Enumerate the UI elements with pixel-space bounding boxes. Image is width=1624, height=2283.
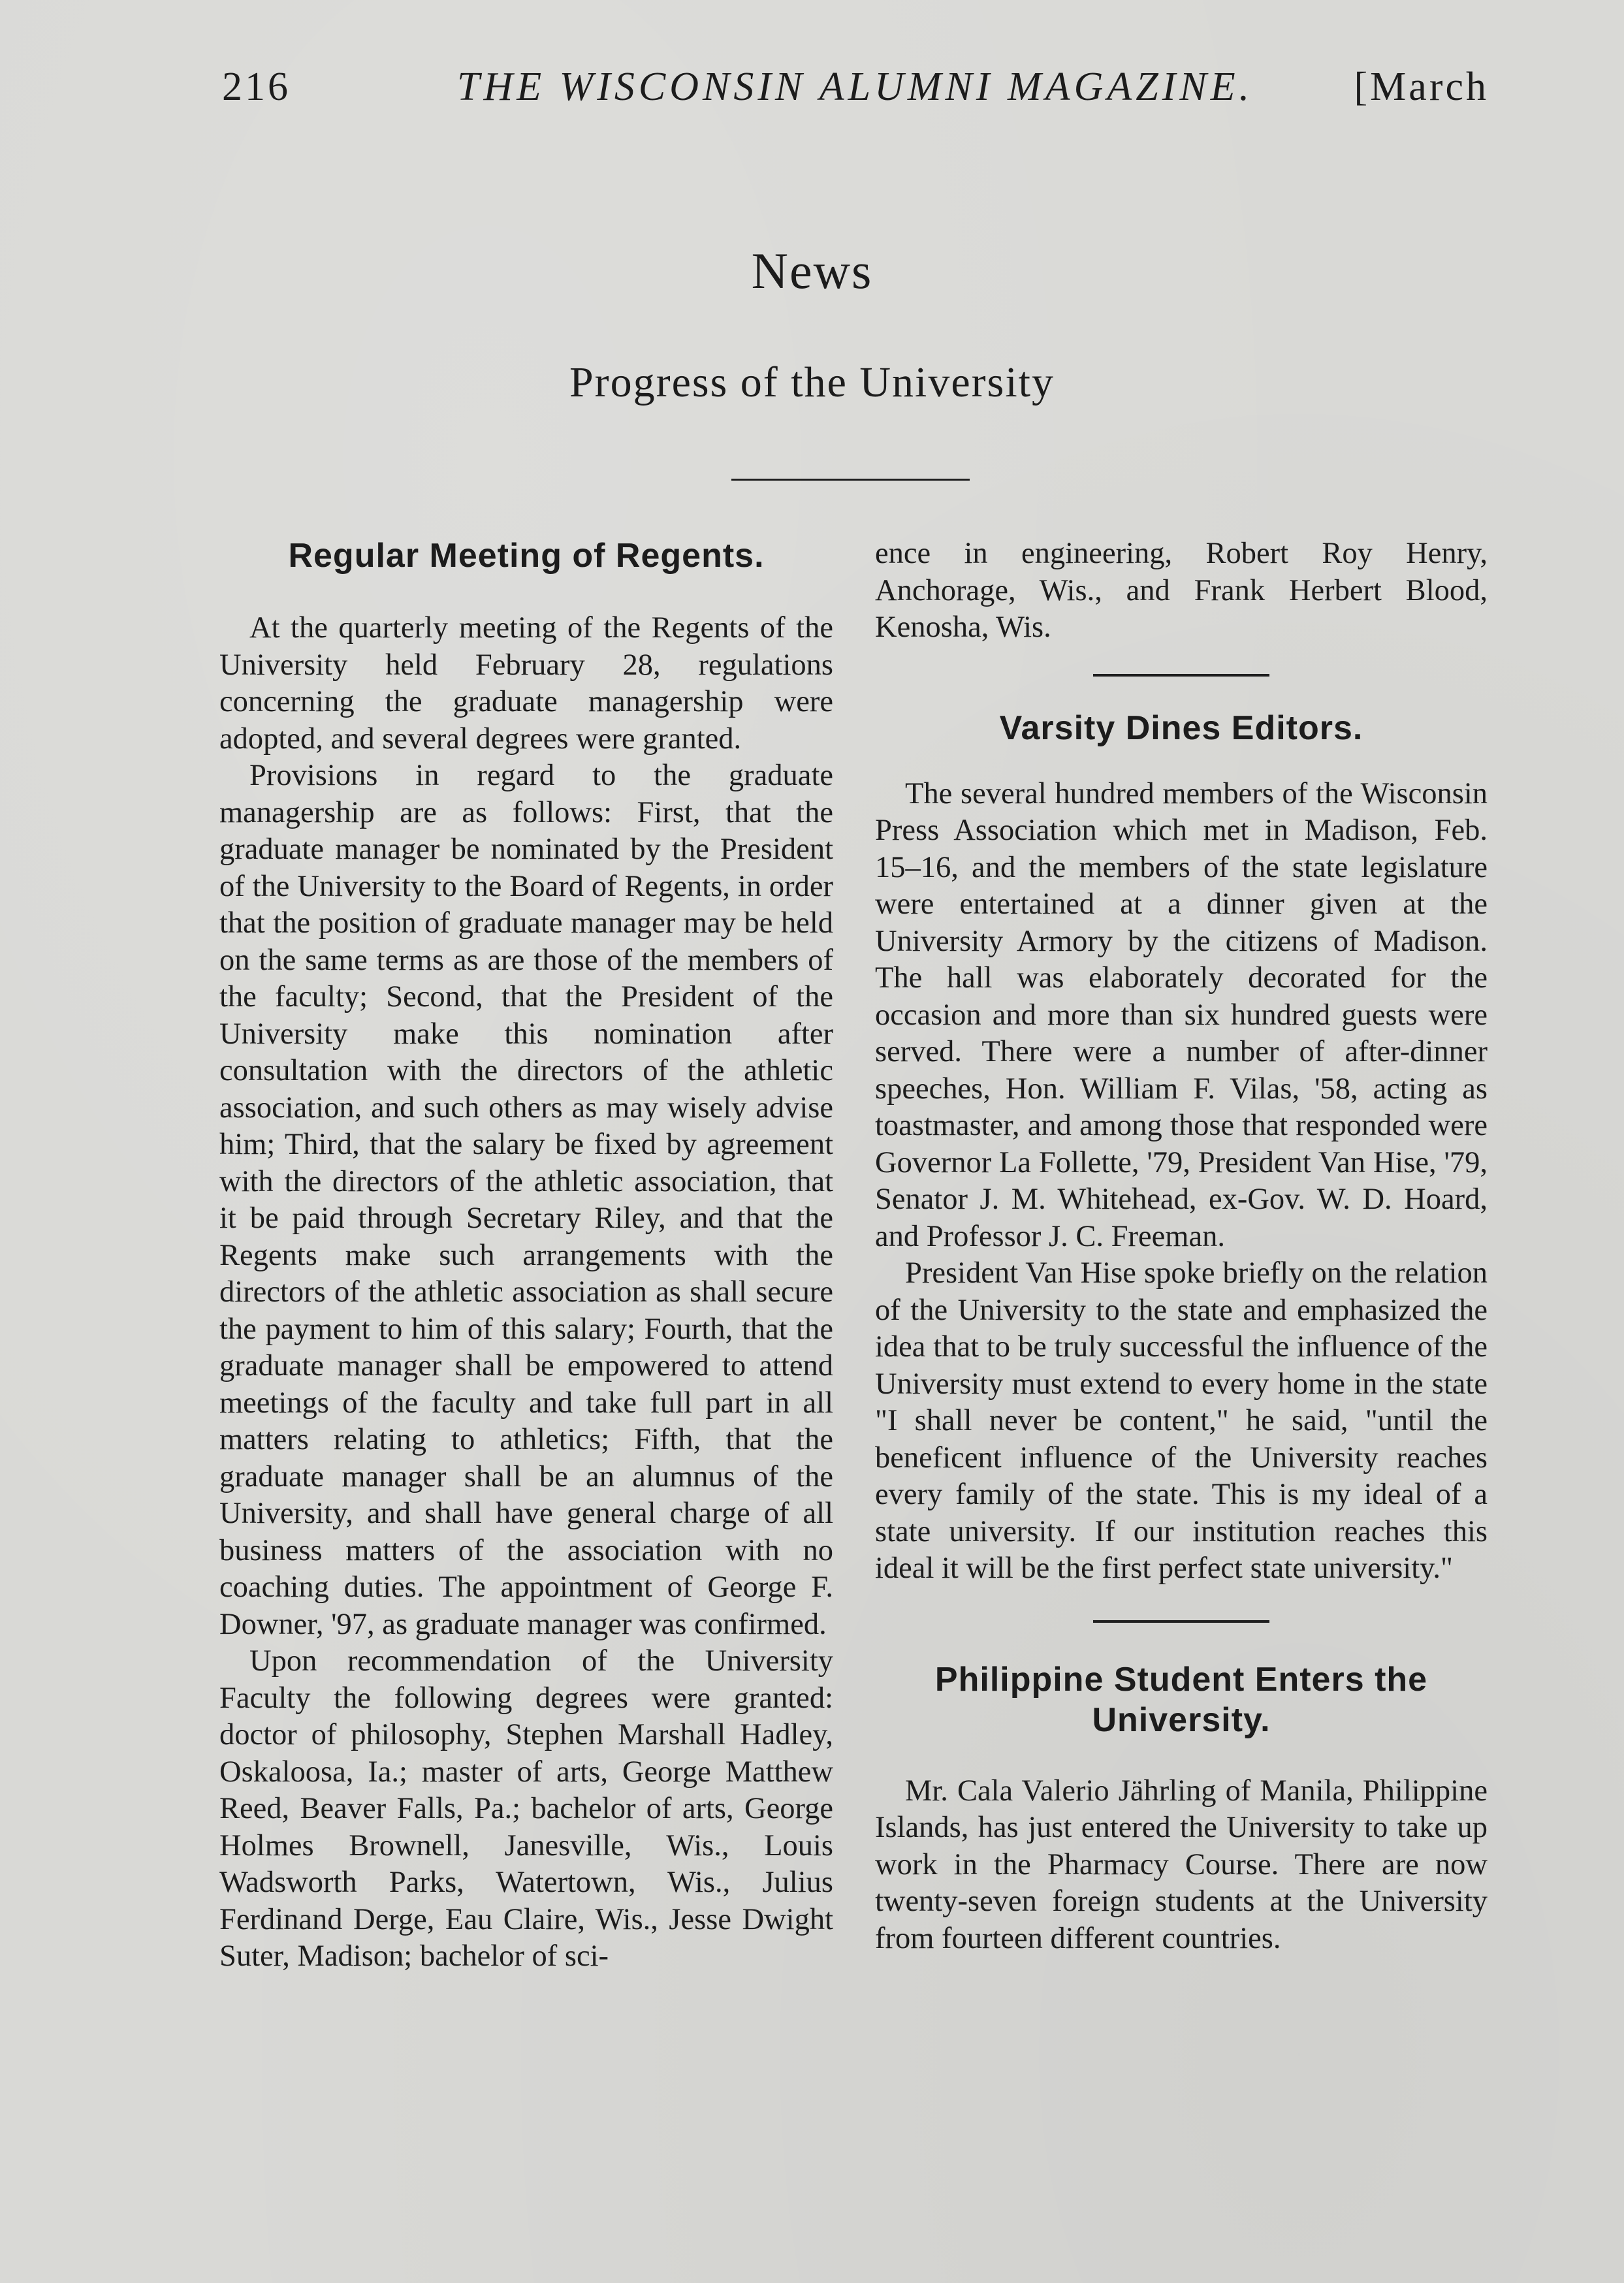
editors-paragraph-2: President Van Hise spoke briefly on the relation of the University to the state and emphasized the idea that to be truly successful the influence of the University must extend to every home in the state "I shall never be content," he said, "until the beneficent influence of the University reaches every family of the state. This is my ideal of a state university. If our institution reaches this ideal it will be the first perfect state university.": [875, 1256, 1488, 1585]
regents-heading: Regular Meeting of Regents.: [288, 537, 765, 575]
article-divider: [1093, 674, 1269, 677]
editors-heading: Varsity Dines Editors.: [999, 709, 1363, 747]
right-column: [875, 535, 1488, 1957]
issue-month: [March: [1354, 65, 1489, 109]
regents-paragraph-1: At the quarterly meeting of the Regents of the University held February 28, regulations concerning the graduate managership were adopted, and several degrees were granted.: [219, 611, 833, 756]
section-title: News: [751, 242, 873, 299]
philippine-heading: Philippine Student Enters the University.: [934, 1660, 1428, 1739]
title-divider: [731, 479, 970, 481]
page-number: 216: [222, 65, 291, 109]
regents-paragraph-3: Upon recommendation of the University Faculty the following degrees were granted: doctor of philosophy, Stephen Marshall Hadley, Oskaloosa, Ia.; master of arts, George Matthew Reed, Beaver Falls, Pa.; bachelor of arts, George Holmes Brownell, Janesville, Wis., Louis Wadsworth Parks, Watertown, Wis., Julius Ferdinand Derge, Eau Claire, Wis., Jesse Dwight Suter, Madison; bachelor of sci-: [219, 1644, 833, 1973]
regents-paragraph-2: Provisions in regard to the graduate managership are as follows: First, that the graduate manager be nominated by the President of the University to the Board of Regents, in order that the position of graduate manager may be held on the same terms as are those of the members of the faculty; Second, that the President of the University make this nomination after consultation with the directors of the athletic association, and such others as may wisely advise him; Third, that the salary be fixed by agreement with the directors of the athletic association, that it be paid through Secretary Riley, and that the Regents make such arrangements with the directors of the athletic association as shall secure the payment to him of this salary; Fourth, that the graduate manager shall be empowered to attend meetings of the faculty and take full part in all matters relating to athletics; Fifth, that the graduate manager shall be an alumnus of the University, and shall have general charge of all business matters of the association with no coaching duties. The appointment of George F. Downer, '97, as graduate manager was confirmed.: [219, 759, 833, 1641]
philippine-paragraph-1: Mr. Cala Valerio Jährling of Manila, Philippine Islands, has just entered the University to take up work in the Pharmacy Course. There are now twenty-seven foreign students at the University from fourteen different countries.: [875, 1774, 1488, 1955]
magazine-title: THE WISCONSIN ALUMNI MAGAZINE.: [457, 65, 1254, 109]
section-subtitle: Progress of the University: [569, 359, 1055, 406]
editors-paragraph-1: The several hundred members of the Wisconsin Press Association which met in Madison, Feb. 15–16, and the members of the state legislature were entertained at a dinner given at the University Armory by the citizens of Madison. The hall was elaborately decorated for the occasion and more than six hundred guests were served. There were a number of after-dinner speeches, Hon. William F. Vilas, '58, acting as toastmaster, and among those that responded were Governor La Follette, '79, President Van Hise, '79, Senator J. M. Whitehead, ex-Gov. W. D. Hoard, and Professor J. C. Freeman.: [875, 776, 1488, 1253]
article-divider: [1093, 1620, 1269, 1623]
left-column: [219, 535, 833, 1975]
regents-paragraph-3-continued: ence in engineering, Robert Roy Henry, Anchorage, Wis., and Frank Herbert Blood, Kenosha, Wis.: [875, 537, 1488, 644]
running-header: [222, 64, 1489, 123]
